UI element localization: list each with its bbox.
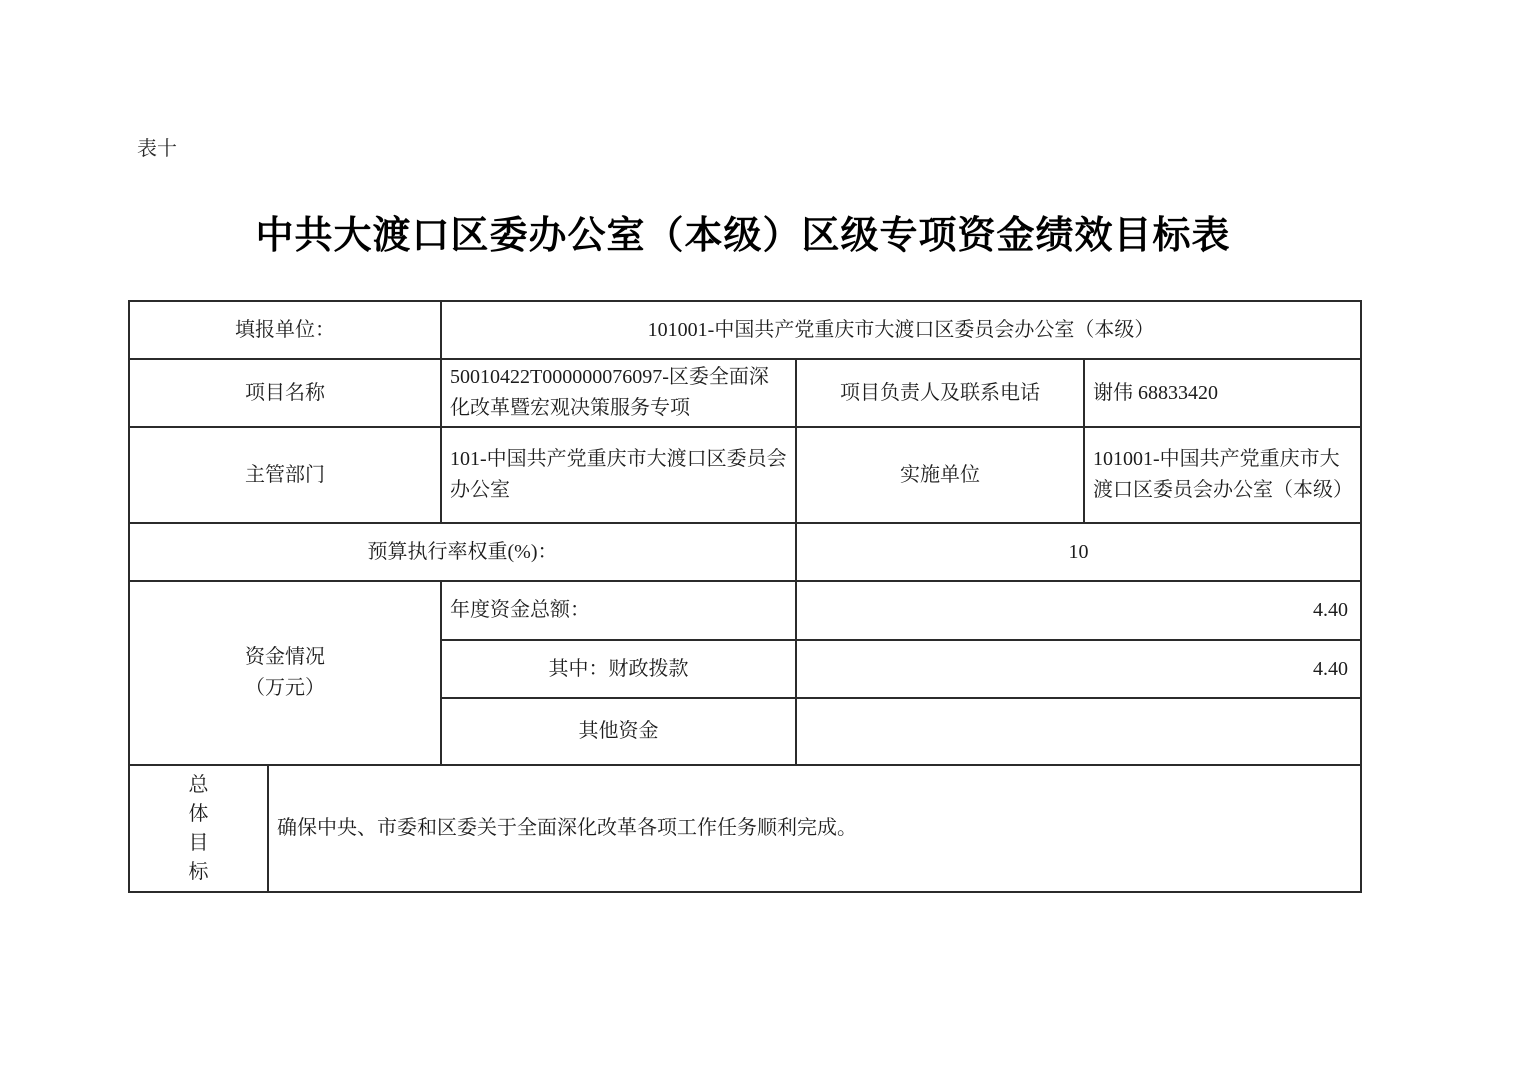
- overall-goal-label: [138, 771, 259, 887]
- fiscal-allocation-value: 4.40: [1313, 657, 1348, 680]
- fiscal-allocation-label: 其中：财政拨款: [548, 657, 689, 680]
- annual-total-value: 4.40: [1313, 599, 1348, 621]
- annual-total-label: 年度资金总额：: [450, 599, 590, 621]
- implementing-unit-value-cell: [1085, 428, 1360, 524]
- annual-total-value-cell: [797, 582, 1360, 641]
- project-manager-label: 项目负责人及联系电话: [840, 381, 1040, 404]
- project-name-value: 50010422T000000076097-区委全面深化改革暨宏观决策服务专项: [450, 366, 769, 419]
- competent-department-label-cell: [130, 428, 442, 524]
- page-tag: 表十: [137, 138, 177, 160]
- annual-total-label-cell: [442, 582, 797, 641]
- budget-execution-weight-label: 预算执行率权重(%)：: [367, 540, 558, 563]
- filler-unit-value-cell: [442, 302, 1360, 360]
- project-name-label-cell: [130, 360, 442, 428]
- other-funds-label: 其他资金: [578, 720, 659, 742]
- filler-unit-label-cell: [130, 302, 442, 360]
- overall-goal-char-4: 标: [188, 860, 209, 883]
- overall-goal-char-3: 目: [188, 831, 209, 854]
- competent-department-value-cell: [442, 428, 797, 524]
- project-name-value-cell: [442, 360, 797, 428]
- competent-department-label: 主管部门: [245, 463, 325, 486]
- overall-goal-char-1: 总: [188, 773, 209, 796]
- funds-label-line2: （万元）: [245, 677, 325, 699]
- page-title: 中共大渡口区委办公室（本级）区级专项资金绩效目标表: [255, 215, 1231, 257]
- implementing-unit-value: 101001-中国共产党重庆市大渡口区委员会办公室（本级）: [1093, 448, 1353, 501]
- funds-section-label: [138, 642, 432, 704]
- filler-unit-value: 101001-中国共产党重庆市大渡口区委员会办公室（本级）: [647, 318, 1155, 341]
- budget-execution-weight-value: 10: [1068, 540, 1089, 563]
- funds-section-label-cell: [130, 582, 442, 766]
- other-funds-label-cell: [442, 699, 797, 766]
- competent-department-value: 101-中国共产党重庆市大渡口区委员会办公室: [450, 448, 787, 501]
- overall-goal-value: 确保中央、市委和区委关于全面深化改革各项工作任务顺利完成。: [277, 817, 857, 839]
- budget-execution-weight-value-cell: [797, 524, 1360, 582]
- project-manager-value-cell: [1085, 360, 1360, 428]
- fiscal-allocation-label-cell: [442, 641, 797, 699]
- other-funds-value-cell: [797, 699, 1360, 766]
- project-manager-value: 谢伟 68833420: [1093, 381, 1218, 404]
- project-name-label: 项目名称: [245, 381, 325, 404]
- funds-label-line1: 资金情况: [245, 646, 325, 668]
- filler-unit-label: 填报单位：: [235, 318, 335, 341]
- implementing-unit-label: 实施单位: [900, 463, 980, 486]
- fiscal-allocation-value-cell: [797, 641, 1360, 699]
- performance-target-table: [128, 300, 1362, 893]
- overall-goal-value-cell: [269, 766, 1360, 891]
- overall-goal-char-2: 体: [188, 802, 209, 825]
- project-manager-label-cell: [797, 360, 1085, 428]
- implementing-unit-label-cell: [797, 428, 1085, 524]
- budget-execution-weight-label-cell: [130, 524, 797, 582]
- overall-goal-label-cell: [130, 766, 269, 891]
